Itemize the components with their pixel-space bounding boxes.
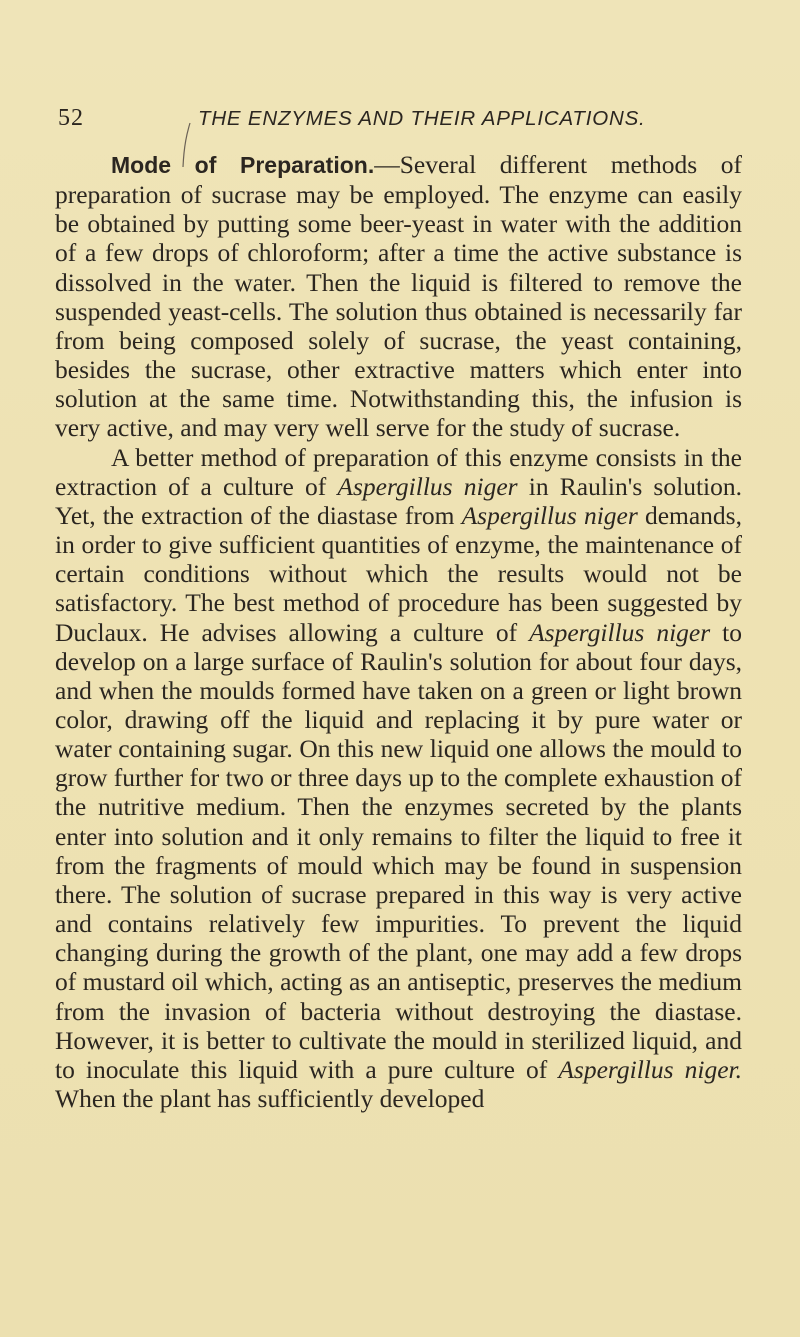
paragraph-text: When the plant has sufficiently developed <box>55 1084 485 1113</box>
paragraph-text: to develop on a large surface of Raulin's solution for about four days, and when the moulds formed have taken on a green or light brown color, drawing off the liquid and replacing it by pure water or water containing sugar. On this new liquid one allows the mould to grow further for two or three days up to the complete exhaustion of the nutritive medium. Then the enzymes secreted by the plants enter into solution and it only remains to filter the liquid to free it from the fragments of mould which may be found in suspension there. The solution of sucrase prepared in this way is very active and contains relatively few impurities. To prevent the liquid changing during the growth of the plant, one may add a few drops of mustard oil which, acting as an antiseptic, preserves the medium from the invasion of bacteria without destroying the diastase. However, it is better to cultivate the mould in sterilized liquid, and to inoculate this liquid with a pure culture of <box>55 617 742 1084</box>
species-name: Aspergillus niger. <box>558 1054 742 1084</box>
running-header <box>58 101 758 135</box>
paragraph-text: A better method of preparation of this enzyme consists in the extraction of a culture of <box>55 442 742 501</box>
paragraph-mode-of-preparation <box>55 150 742 443</box>
species-name: Aspergillus niger <box>529 617 711 647</box>
paragraph-better-method <box>55 443 742 1114</box>
section-heading: Mode of Preparation. <box>111 152 375 178</box>
paragraph-text: demands, in order to give sufficient quantities of enzyme, the maintenance of certain conditions without which the results would not be satisfactory. The best method of procedure has been suggested by Duclaux. He advises allowing a culture of <box>55 500 742 647</box>
species-name: Aspergillus niger <box>461 500 638 530</box>
paragraph-text: in Raulin's solution. Yet, the extraction of the diastase from <box>55 471 742 530</box>
species-name: Aspergillus niger <box>337 471 518 501</box>
paragraph-text: —Several different methods of preparation of sucrase may be employed. The enzyme can easily be obtained by putting some beer-yeast in water with the addition of a few drops of chloroform; after a time the active substance is dissolved in the water. Then the liquid is filtered to remove the suspended yeast-cells. The solution thus obtained is necessarily far from being composed solely of sucrase, the yeast containing, besides the sucrase, other extractive matters which enter into solution at the same time. Notwithstanding this, the infusion is very active, and may very well serve for the study of sucrase. <box>55 150 742 443</box>
page-number: 52 <box>58 105 84 131</box>
running-title: THE ENZYMES AND THEIR APPLICATIONS. <box>198 107 646 130</box>
body-text <box>55 150 742 1113</box>
